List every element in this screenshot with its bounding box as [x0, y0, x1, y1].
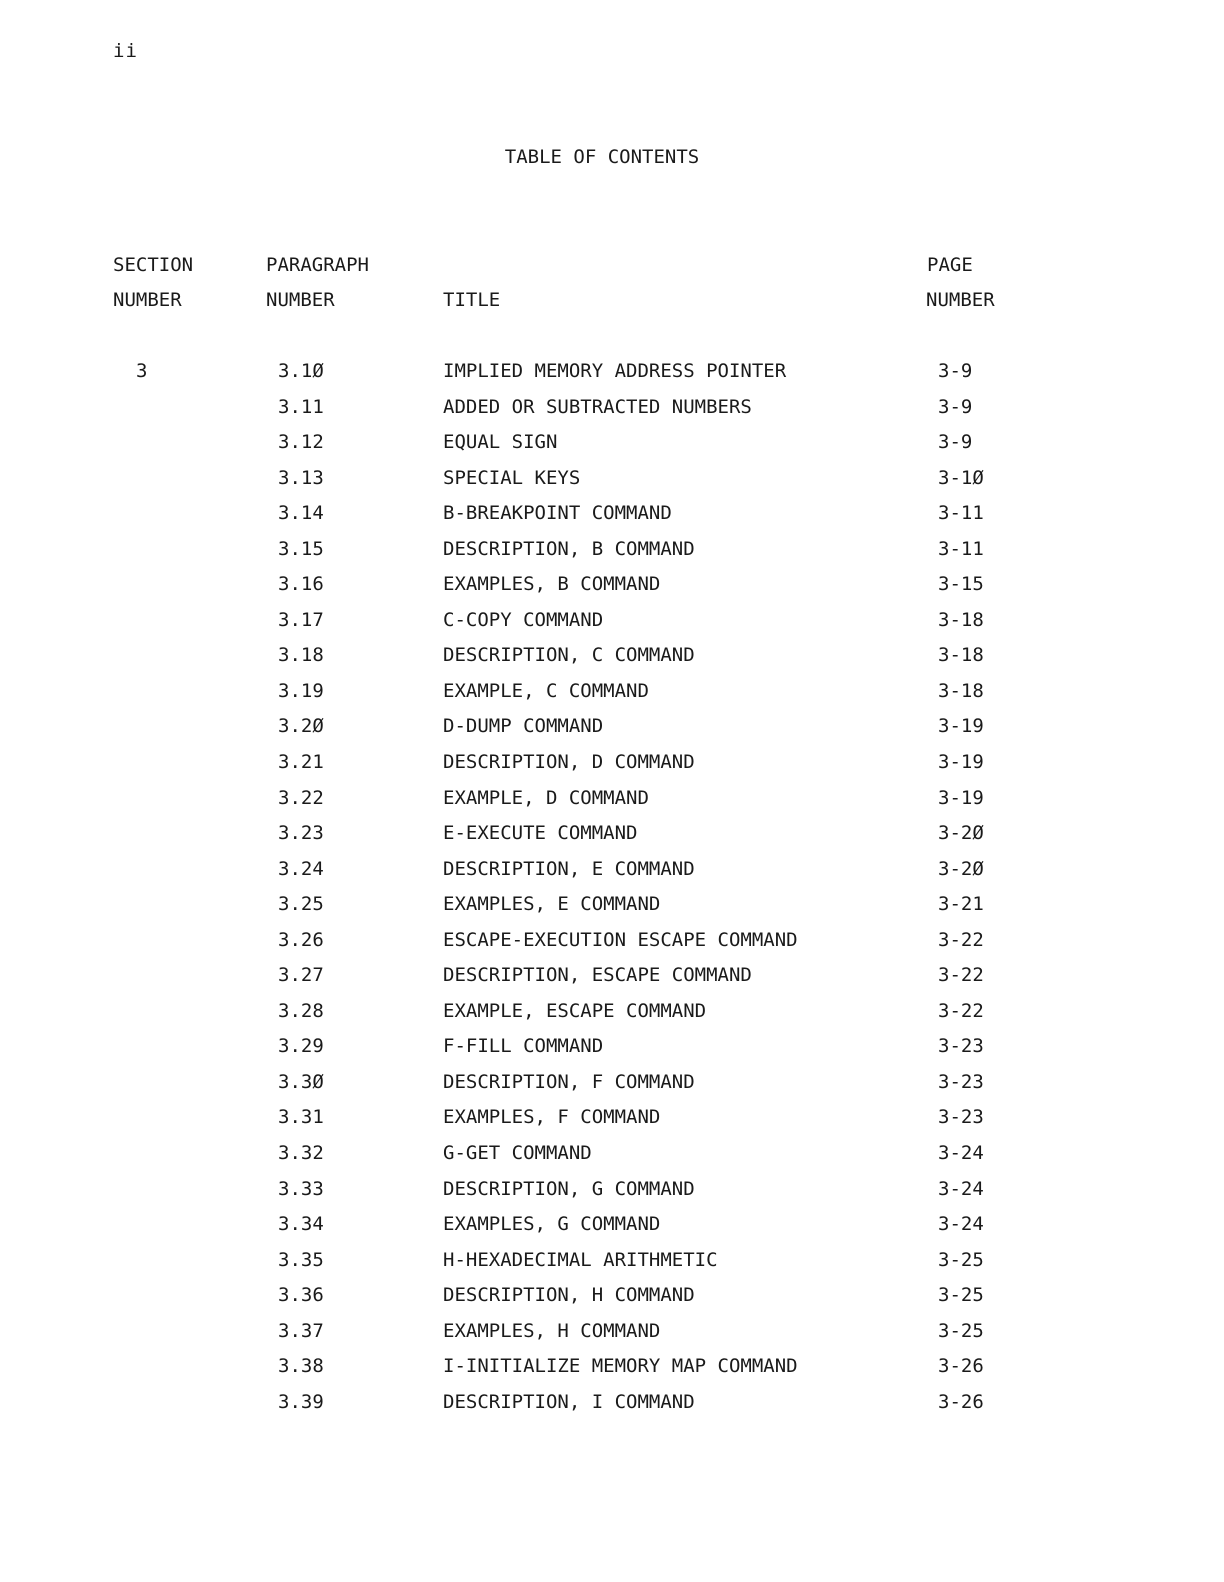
- toc-entry-title: EXAMPLES, F COMMAND: [443, 1106, 661, 1129]
- header-page-line2: NUMBER: [926, 289, 995, 311]
- toc-page-number: 3-25: [938, 1319, 984, 1342]
- toc-entry: [0, 1391, 1224, 1427]
- toc-paragraph-number: 3.22: [278, 786, 324, 809]
- toc-paragraph-number: 3.15: [278, 537, 324, 560]
- toc-list: [0, 360, 1224, 1426]
- toc-page-number: 3-15: [938, 573, 984, 596]
- toc-page-number: 3-9: [938, 431, 973, 454]
- toc-page-number: 3-22: [938, 999, 984, 1022]
- toc-page-number: 3-2Ø: [938, 822, 984, 845]
- toc-entry-title: EXAMPLES, B COMMAND: [443, 573, 661, 596]
- header-section-line2: NUMBER: [113, 289, 182, 311]
- toc-entry-title: DESCRIPTION, I COMMAND: [443, 1390, 695, 1413]
- toc-entry: [0, 1213, 1224, 1249]
- toc-paragraph-number: 3.39: [278, 1390, 324, 1413]
- toc-paragraph-number: 3.26: [278, 928, 324, 951]
- toc-paragraph-number: 3.3Ø: [278, 1070, 324, 1093]
- toc-page-number: 3-22: [938, 964, 984, 987]
- toc-page-number: 3-25: [938, 1284, 984, 1307]
- toc-entry-title: DESCRIPTION, D COMMAND: [443, 751, 695, 774]
- toc-paragraph-number: 3.25: [278, 893, 324, 916]
- header-section-line1: SECTION: [113, 254, 194, 276]
- toc-paragraph-number: 3.1Ø: [278, 360, 324, 382]
- toc-entry: [0, 964, 1224, 1000]
- toc-page-number: 3-24: [938, 1142, 984, 1165]
- toc-paragraph-number: 3.34: [278, 1213, 324, 1236]
- toc-paragraph-number: 3.35: [278, 1248, 324, 1271]
- toc-page-number: 3-1Ø: [938, 466, 984, 489]
- toc-page-number: 3-26: [938, 1390, 984, 1413]
- toc-page-number: 3-19: [938, 751, 984, 774]
- toc-page-number: 3-25: [938, 1248, 984, 1271]
- toc-entry: [0, 1355, 1224, 1391]
- toc-entry-title: E-EXECUTE COMMAND: [443, 822, 638, 845]
- toc-entry: [0, 1284, 1224, 1320]
- toc-entry: [0, 680, 1224, 716]
- toc-page-number: 3-22: [938, 928, 984, 951]
- toc-entry-title: I-INITIALIZE MEMORY MAP COMMAND: [443, 1355, 798, 1378]
- toc-paragraph-number: 3.17: [278, 608, 324, 631]
- toc-entry-title: EXAMPLE, C COMMAND: [443, 679, 649, 702]
- toc-entry-title: EXAMPLES, H COMMAND: [443, 1319, 661, 1342]
- toc-paragraph-number: 3.16: [278, 573, 324, 596]
- toc-page-number: 3-18: [938, 644, 984, 667]
- toc-entry-title: SPECIAL KEYS: [443, 466, 581, 489]
- toc-entry: [0, 787, 1224, 823]
- toc-entry: [0, 1000, 1224, 1036]
- toc-entry-title: DESCRIPTION, G COMMAND: [443, 1177, 695, 1200]
- toc-entry: [0, 1106, 1224, 1142]
- toc-entry: [0, 1178, 1224, 1214]
- page-number: ii: [113, 40, 138, 62]
- toc-entry-title: DESCRIPTION, F COMMAND: [443, 1070, 695, 1093]
- toc-entry: [0, 573, 1224, 609]
- toc-entry: [0, 431, 1224, 467]
- toc-page-number: 3-23: [938, 1035, 984, 1058]
- toc-page-number: 3-9: [938, 395, 973, 418]
- toc-entry-title: F-FILL COMMAND: [443, 1035, 604, 1058]
- toc-paragraph-number: 3.28: [278, 999, 324, 1022]
- toc-entry: [0, 822, 1224, 858]
- toc-entry-title: EXAMPLES, G COMMAND: [443, 1213, 661, 1236]
- toc-paragraph-number: 3.21: [278, 751, 324, 774]
- toc-entry-title: ADDED OR SUBTRACTED NUMBERS: [443, 395, 752, 418]
- toc-page-number: 3-26: [938, 1355, 984, 1378]
- toc-paragraph-number: 3.12: [278, 431, 324, 454]
- toc-paragraph-number: 3.23: [278, 822, 324, 845]
- toc-entry: [0, 1320, 1224, 1356]
- toc-entry-title: DESCRIPTION, B COMMAND: [443, 537, 695, 560]
- header-title: TITLE: [443, 289, 501, 311]
- toc-entry: [0, 929, 1224, 965]
- toc-entry: [0, 751, 1224, 787]
- toc-paragraph-number: 3.18: [278, 644, 324, 667]
- toc-page-number: 3-24: [938, 1213, 984, 1236]
- toc-entry-title: H-HEXADECIMAL ARITHMETIC: [443, 1248, 718, 1271]
- toc-entry: [0, 396, 1224, 432]
- toc-paragraph-number: 3.38: [278, 1355, 324, 1378]
- toc-entry-title: G-GET COMMAND: [443, 1142, 592, 1165]
- toc-entry: [0, 1035, 1224, 1071]
- toc-entry-title: EXAMPLE, D COMMAND: [443, 786, 649, 809]
- toc-page-number: 3-2Ø: [938, 857, 984, 880]
- toc-entry: [0, 1071, 1224, 1107]
- toc-section-number: 3: [136, 360, 148, 382]
- toc-entry-title: DESCRIPTION, ESCAPE COMMAND: [443, 964, 752, 987]
- toc-entry-title: ESCAPE-EXECUTION ESCAPE COMMAND: [443, 928, 798, 951]
- toc-entry-title: EQUAL SIGN: [443, 431, 558, 454]
- toc-entry-title: DESCRIPTION, E COMMAND: [443, 857, 695, 880]
- toc-page-number: 3-18: [938, 608, 984, 631]
- toc-entry: [0, 858, 1224, 894]
- toc-paragraph-number: 3.36: [278, 1284, 324, 1307]
- toc-entry-title: EXAMPLES, E COMMAND: [443, 893, 661, 916]
- toc-paragraph-number: 3.13: [278, 466, 324, 489]
- header-page-line1: PAGE: [927, 254, 973, 276]
- toc-page-number: 3-21: [938, 893, 984, 916]
- toc-paragraph-number: 3.19: [278, 679, 324, 702]
- toc-paragraph-number: 3.29: [278, 1035, 324, 1058]
- toc-entry: [0, 1249, 1224, 1285]
- toc-entry: [0, 893, 1224, 929]
- toc-entry-title: B-BREAKPOINT COMMAND: [443, 502, 672, 525]
- header-paragraph-line2: NUMBER: [266, 289, 335, 311]
- toc-paragraph-number: 3.14: [278, 502, 324, 525]
- toc-entry-title: DESCRIPTION, C COMMAND: [443, 644, 695, 667]
- toc-entry: [0, 715, 1224, 751]
- toc-paragraph-number: 3.37: [278, 1319, 324, 1342]
- toc-entry: [0, 644, 1224, 680]
- toc-entry: [0, 1142, 1224, 1178]
- toc-entry: [0, 538, 1224, 574]
- toc-page-number: 3-23: [938, 1106, 984, 1129]
- toc-paragraph-number: 3.32: [278, 1142, 324, 1165]
- toc-page-number: 3-11: [938, 537, 984, 560]
- toc-paragraph-number: 3.31: [278, 1106, 324, 1129]
- toc-page-number: 3-9: [938, 360, 973, 382]
- toc-entry: [0, 360, 1224, 396]
- toc-page-number: 3-18: [938, 679, 984, 702]
- toc-entry: [0, 467, 1224, 503]
- toc-paragraph-number: 3.33: [278, 1177, 324, 1200]
- toc-paragraph-number: 3.27: [278, 964, 324, 987]
- toc-entry: [0, 609, 1224, 645]
- toc-page-number: 3-11: [938, 502, 984, 525]
- toc-entry-title: C-COPY COMMAND: [443, 608, 604, 631]
- toc-entry-title: D-DUMP COMMAND: [443, 715, 604, 738]
- toc-entry-title: DESCRIPTION, H COMMAND: [443, 1284, 695, 1307]
- toc-entry-title: EXAMPLE, ESCAPE COMMAND: [443, 999, 707, 1022]
- toc-entry-title: IMPLIED MEMORY ADDRESS POINTER: [443, 360, 787, 382]
- toc-paragraph-number: 3.2Ø: [278, 715, 324, 738]
- toc-paragraph-number: 3.24: [278, 857, 324, 880]
- document-title: TABLE OF CONTENTS: [504, 146, 700, 168]
- toc-page-number: 3-24: [938, 1177, 984, 1200]
- toc-page-number: 3-23: [938, 1070, 984, 1093]
- toc-page-number: 3-19: [938, 715, 984, 738]
- toc-page-number: 3-19: [938, 786, 984, 809]
- header-paragraph-line1: PARAGRAPH: [266, 254, 369, 276]
- toc-entry: [0, 502, 1224, 538]
- toc-paragraph-number: 3.11: [278, 395, 324, 418]
